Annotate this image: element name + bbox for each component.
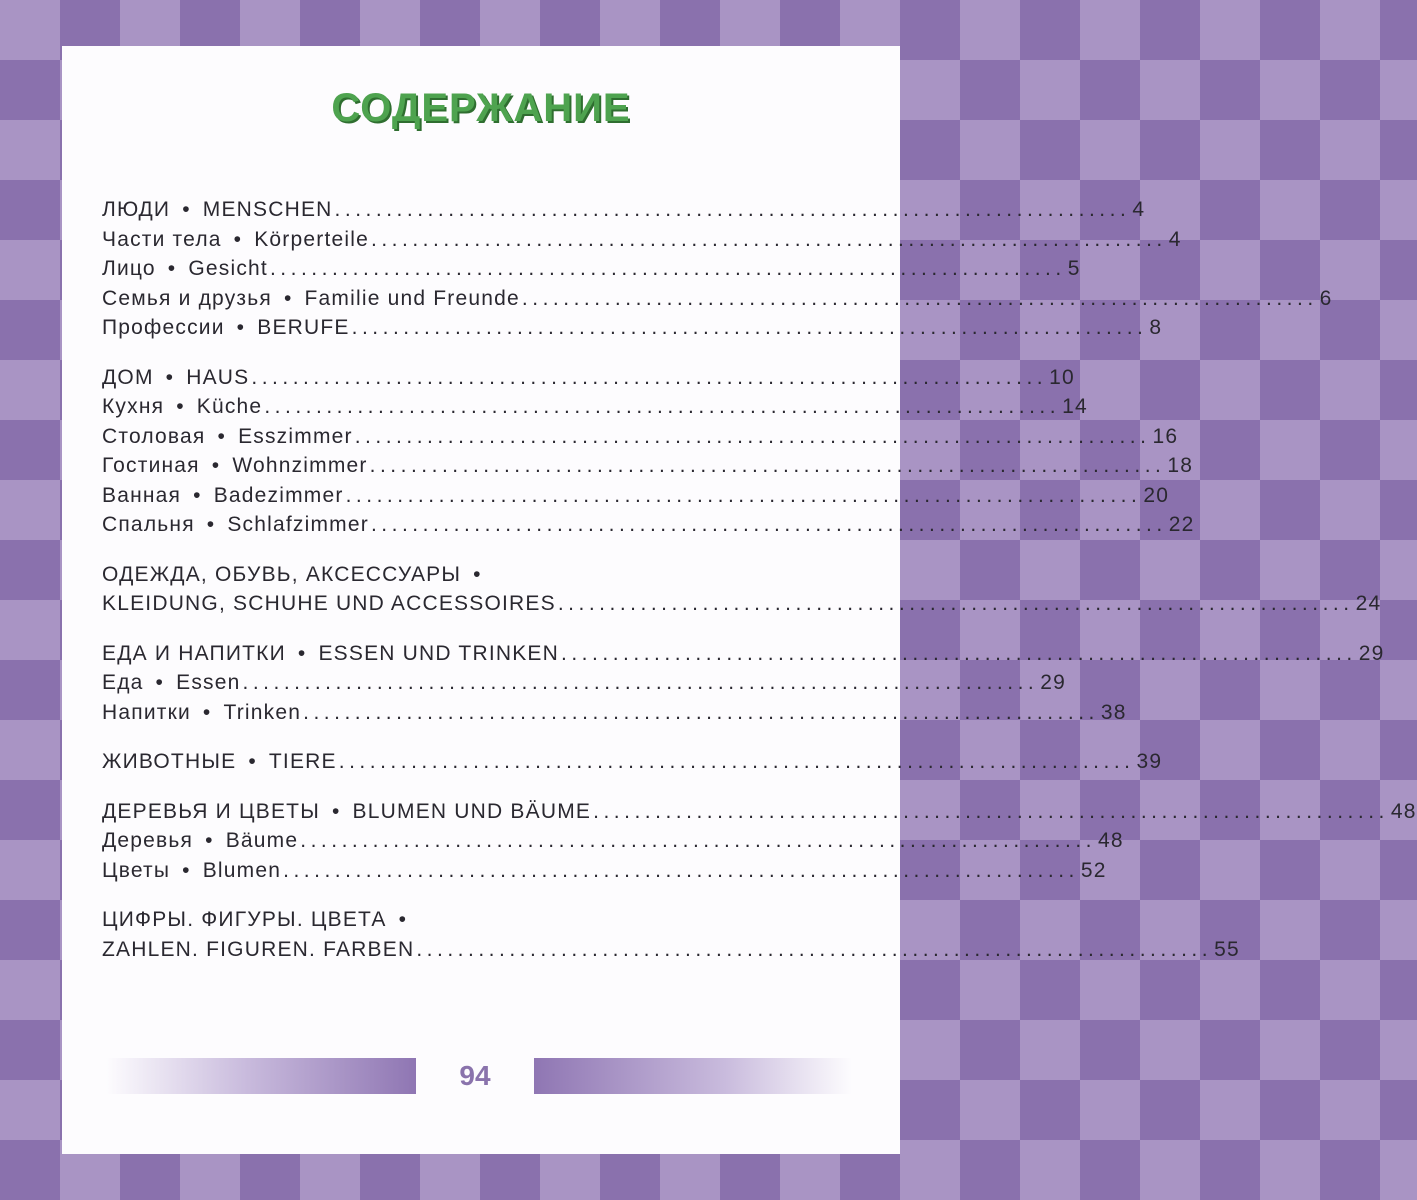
entry-ru: Семья и друзья (102, 286, 272, 310)
toc-entry[interactable] (102, 483, 1170, 514)
dot-leader: ............................................................................. (370, 513, 1167, 536)
bullet-separator: • (331, 799, 341, 823)
toc-entry[interactable] (102, 592, 1382, 622)
entry-page: 14 (1062, 395, 1088, 418)
dot-leader: ............................................................................. (251, 365, 1048, 389)
toc-entry[interactable] (102, 395, 1088, 425)
toc-entry[interactable] (102, 198, 1146, 228)
entry-de: Blumen (202, 858, 282, 882)
bullet-separator: • (206, 513, 216, 536)
entry-ru: Кухня (102, 395, 165, 418)
entry-de: HAUS (186, 365, 250, 389)
entry-de: Esszimmer (238, 424, 353, 448)
entry-ru: Части тела (102, 227, 222, 251)
dot-leader: ............................................................................. (283, 858, 1079, 882)
entry-page: 20 (1143, 483, 1170, 507)
toc-entry-heading-line[interactable] (102, 908, 848, 938)
dot-leader: ............................................................................. (354, 424, 1151, 448)
toc-section-trees (102, 799, 1417, 889)
entry-de: BLUMEN UND BÄUME (352, 799, 592, 823)
bullet-separator: • (473, 562, 482, 586)
entry-ru: ДОМ (102, 365, 154, 389)
entry-page: 29 (1358, 641, 1385, 665)
toc-section-animals (102, 750, 1163, 780)
page-number: 94 (459, 1060, 491, 1091)
bullet-separator: • (182, 198, 191, 221)
entry-de: MENSCHEN (202, 198, 333, 221)
dot-leader: ............................................................................. (370, 227, 1167, 251)
bullet-separator: • (205, 829, 214, 852)
bullet-separator: • (398, 908, 408, 931)
dot-leader: ............................................................................. (416, 937, 1213, 961)
dot-leader: ............................................................................. (345, 483, 1142, 507)
footer-decor-bar-left (106, 1058, 416, 1094)
toc-entry-heading-line[interactable] (102, 563, 848, 593)
toc-entry[interactable] (102, 799, 1417, 830)
bullet-separator: • (165, 365, 175, 389)
entry-ru: Гостиная (102, 454, 200, 477)
entry-de: ZAHLEN. FIGUREN. FARBEN (102, 937, 415, 961)
entry-page: 38 (1100, 700, 1127, 724)
entry-ru: ЛЮДИ (102, 198, 171, 221)
entry-de: Küche (196, 395, 263, 418)
toc-entry[interactable] (102, 937, 1240, 968)
footer-decor-bar-right (534, 1058, 852, 1094)
entry-de: Wohnzimmer (232, 454, 368, 477)
toc-entry[interactable] (102, 700, 1127, 731)
dot-leader: ............................................................................. (242, 671, 1039, 694)
bullet-separator: • (211, 454, 221, 477)
bullet-separator: • (155, 671, 165, 694)
dot-leader: ............................................................................. (561, 641, 1357, 665)
entry-ru: Лицо (102, 257, 156, 280)
entry-ru: Ванная (102, 483, 182, 507)
entry-de: Essen (176, 671, 241, 694)
dot-leader: ............................................................................. (303, 700, 1099, 724)
entry-page: 55 (1214, 937, 1240, 961)
entry-de: BERUFE (257, 316, 350, 339)
bullet-separator: • (217, 424, 227, 448)
entry-ru: Профессии (102, 316, 225, 339)
entry-de: Familie und Freunde (304, 286, 520, 310)
toc-section-food (102, 641, 1385, 731)
entry-ru: Спальня (102, 513, 195, 536)
entry-page: 52 (1080, 858, 1107, 882)
entry-de: Badezimmer (213, 483, 344, 507)
entry-page: 4 (1168, 227, 1182, 251)
entry-page: 48 (1390, 799, 1417, 823)
entry-de: KLEIDUNG, SCHUHE UND ACCESSOIRES (102, 592, 556, 615)
entry-page: 4 (1132, 198, 1146, 221)
entry-ru: ЦИФРЫ. ФИГУРЫ. ЦВЕТА (102, 908, 387, 931)
bullet-separator: • (297, 641, 307, 665)
bullet-separator: • (248, 750, 257, 773)
entry-de: Schlafzimmer (227, 513, 369, 536)
toc-section-house (102, 365, 1195, 543)
toc-entry[interactable] (102, 858, 1107, 889)
dot-leader: ............................................................................. (351, 316, 1148, 339)
entry-ru: Цветы (102, 858, 171, 882)
toc-entry[interactable] (102, 365, 1075, 396)
toc-entry[interactable] (102, 257, 1081, 287)
entry-ru: Еда (102, 671, 144, 694)
entry-de: ESSEN UND TRINKEN (318, 641, 560, 665)
entry-page: 48 (1098, 829, 1124, 852)
entry-page: 22 (1168, 513, 1195, 536)
entry-page: 8 (1149, 316, 1163, 339)
bullet-separator: • (202, 700, 212, 724)
entry-page: 5 (1067, 257, 1081, 280)
entry-page: 24 (1355, 592, 1382, 615)
toc-entry[interactable] (102, 424, 1179, 455)
entry-de: Körperteile (254, 227, 369, 251)
toc-section-clothing (102, 562, 1382, 622)
toc-entry[interactable] (102, 316, 1163, 346)
entry-ru: ЕДА И НАПИТКИ (102, 641, 286, 665)
bullet-separator: • (193, 483, 202, 507)
entry-page: 18 (1167, 454, 1194, 477)
toc-entry[interactable] (102, 227, 1182, 258)
dot-leader: ............................................................................. (593, 799, 1389, 823)
dot-leader: ............................................................................. (300, 829, 1097, 852)
toc-entry[interactable] (102, 829, 1124, 859)
toc-entry[interactable] (102, 513, 1195, 543)
dot-leader: ............................................................................. (338, 750, 1135, 773)
entry-ru: ОДЕЖДА, ОБУВЬ, АКСЕССУАРЫ (102, 562, 462, 586)
table-of-contents (102, 198, 1417, 987)
entry-de: TIERE (268, 750, 337, 773)
entry-page: 29 (1040, 671, 1067, 694)
dot-leader: ............................................................................. (557, 592, 1354, 615)
entry-ru: ДЕРЕВЬЯ И ЦВЕТЫ (102, 799, 320, 823)
toc-entry[interactable] (102, 454, 1194, 484)
page (62, 46, 1417, 1154)
bullet-separator: • (176, 395, 185, 418)
toc-entry[interactable] (102, 750, 1163, 780)
entry-ru: Столовая (102, 424, 206, 448)
entry-ru: Деревья (102, 829, 194, 852)
toc-section-people (102, 198, 1333, 346)
entry-ru: ЖИВОТНЫЕ (102, 750, 237, 773)
dot-leader: ............................................................................. (264, 395, 1061, 418)
entry-de: Bäume (225, 829, 299, 852)
entry-de: Gesicht (188, 257, 268, 280)
dot-leader: ............................................................................. (334, 198, 1131, 221)
entry-page: 16 (1152, 424, 1179, 448)
entry-page: 10 (1049, 365, 1075, 389)
toc-entry[interactable] (102, 671, 1067, 701)
entry-page: 6 (1319, 286, 1333, 310)
dot-leader: ............................................................................. (369, 454, 1166, 477)
page-title: СОДЕРЖАНИЕ (331, 86, 631, 130)
entry-ru: Напитки (102, 700, 191, 724)
toc-section-numbers (102, 908, 1240, 967)
bullet-separator: • (182, 858, 191, 882)
bullet-separator: • (283, 286, 293, 310)
bullet-separator: • (233, 227, 243, 251)
toc-entry[interactable] (102, 641, 1385, 672)
dot-leader: ............................................................................. (269, 257, 1066, 280)
bullet-separator: • (167, 257, 177, 280)
dot-leader: ............................................................................. (521, 286, 1318, 310)
bullet-separator: • (236, 316, 246, 339)
entry-page: 39 (1136, 750, 1163, 773)
entry-de: Trinken (223, 700, 302, 724)
toc-entry[interactable] (102, 286, 1333, 317)
